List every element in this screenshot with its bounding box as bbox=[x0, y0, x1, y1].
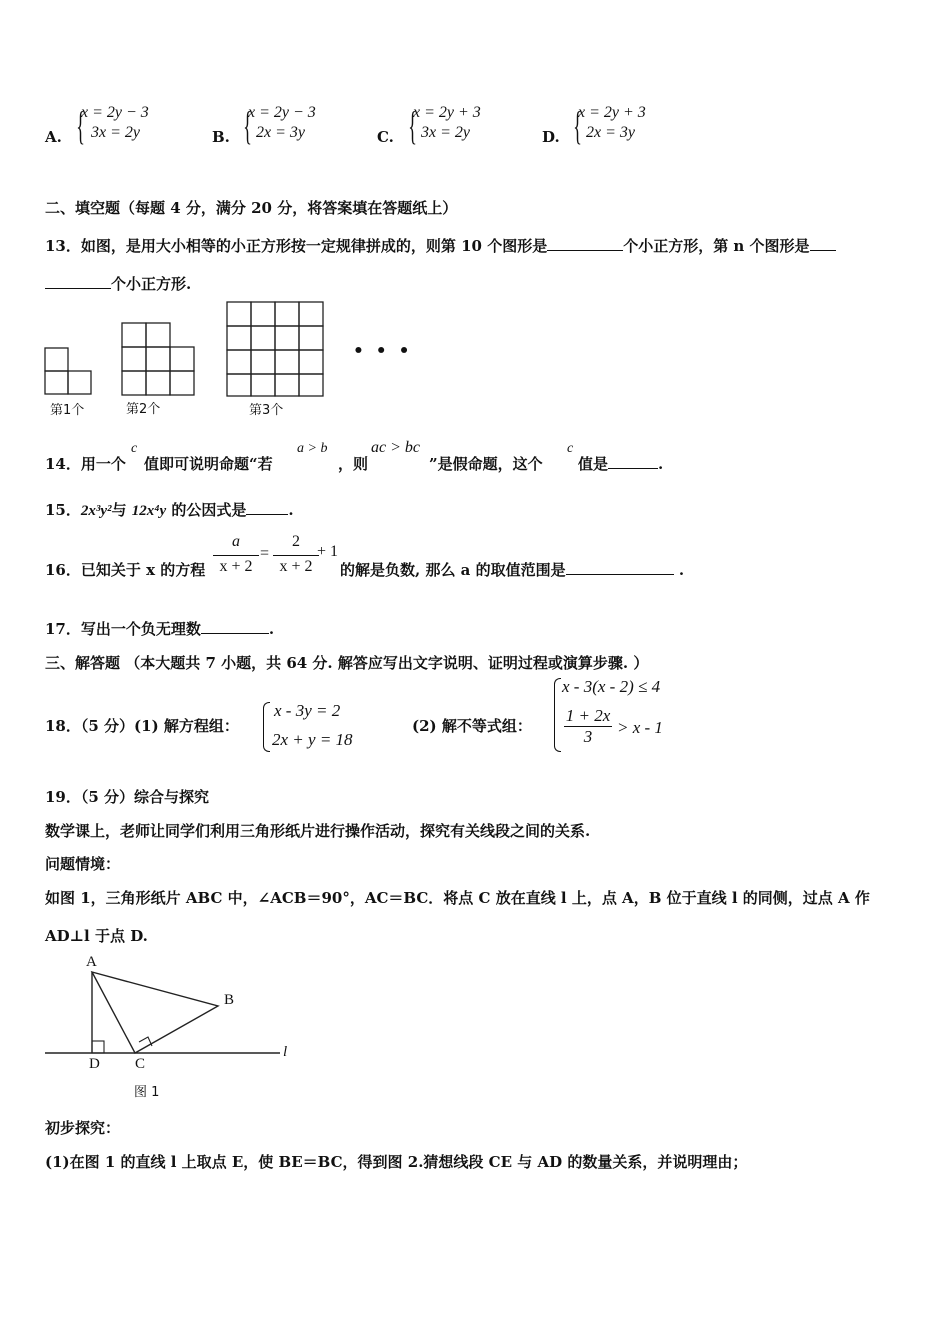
answer-blank bbox=[810, 236, 836, 251]
option-eq2: 2x = 3y bbox=[256, 124, 305, 141]
q14-part5: 值是 bbox=[578, 455, 609, 473]
inequality-2-rhs: > x - 1 bbox=[617, 718, 663, 737]
q13-text3: 个小正方形. bbox=[111, 275, 192, 293]
option-eq2: 2x = 3y bbox=[586, 124, 635, 141]
q19-paragraph-5: 初步探究： bbox=[45, 1119, 121, 1137]
label-D: D bbox=[89, 1056, 100, 1072]
q14-part3: ，则 bbox=[338, 455, 369, 473]
label-l: l bbox=[283, 1044, 288, 1060]
q13-caption-3: 第3个 bbox=[249, 403, 284, 418]
q15-line bbox=[45, 499, 294, 520]
option-eq1: x = 2y − 3 bbox=[248, 104, 316, 121]
q15-expr2: 12x⁴y bbox=[131, 503, 167, 519]
option-letter: D. bbox=[542, 128, 560, 146]
q13-caption-2: 第2个 bbox=[126, 402, 161, 417]
q14-var-c: c bbox=[131, 441, 138, 456]
q13-text2: 个小正方形，第 n 个图形是 bbox=[623, 237, 810, 255]
fraction-denominator: x + 2 bbox=[273, 555, 319, 576]
brace: { bbox=[243, 103, 252, 148]
brace: { bbox=[573, 103, 582, 148]
q16-equation bbox=[213, 533, 341, 583]
inequality-2-fraction bbox=[564, 706, 612, 747]
q17-end: . bbox=[268, 620, 275, 638]
system-brace bbox=[554, 678, 561, 752]
fraction-numerator: 2 bbox=[292, 533, 300, 550]
q18-part2: (2) 解不等式组： bbox=[412, 717, 532, 735]
option-eq1: x = 2y − 3 bbox=[81, 104, 149, 121]
option-letter: A. bbox=[45, 128, 62, 146]
figure-2-grid bbox=[122, 323, 194, 395]
q19-paragraph-3: 如图 1，三角形纸片 ABC 中，∠ACB＝90°，AC＝BC．将点 C 放在直线 l 上，点 A，B 位于直线 l 的同侧，过点 A 作 bbox=[45, 889, 870, 907]
label-A: A bbox=[86, 954, 97, 970]
q14-part2: 值即可说明命题“若 bbox=[144, 455, 273, 473]
plus-one: + 1 bbox=[317, 543, 339, 560]
fraction-numerator: a bbox=[232, 533, 240, 550]
q16-suffix: 的解是负数, 那么 a 的取值范围是 bbox=[340, 561, 566, 579]
right-angle-D bbox=[92, 1041, 104, 1053]
section-3-title: 三、解答题 （本大题共 7 小题，共 64 分. 解答应写出文字说明、证明过程或演算步骤. ） bbox=[45, 654, 649, 672]
q14-condition: a > b bbox=[297, 441, 328, 456]
q19-figure-1 bbox=[40, 950, 310, 1100]
q17-line bbox=[45, 618, 274, 639]
q14-tail bbox=[578, 453, 663, 474]
q14-line bbox=[45, 453, 126, 474]
q16-end: . bbox=[678, 561, 685, 579]
q19-paragraph-6: (1)在图 1 的直线 l 上取点 E，使 BE＝BC，得到图 2.猜想线段 CE 与 AD 的数量关系，并说明理由； bbox=[45, 1153, 748, 1171]
q14-var-c2: c bbox=[567, 441, 574, 456]
q13-line1 bbox=[45, 235, 836, 256]
q19-paragraph-1: 数学课上，老师让同学们利用三角形纸片进行操作活动，探究有关线段之间的关系. bbox=[45, 822, 591, 840]
q18-inequality-system bbox=[551, 676, 691, 754]
option-eq1: x = 2y + 3 bbox=[578, 104, 646, 121]
option-letter: B. bbox=[212, 128, 230, 146]
option-row bbox=[45, 104, 915, 148]
q13-dots: • • • bbox=[353, 341, 413, 361]
q17-text: 17．写出一个负无理数 bbox=[45, 620, 201, 638]
q14-part4: ”是假命题，这个 bbox=[429, 455, 543, 473]
q13-text1: 13．如图，是用大小相等的小正方形按一定规律拼成的，则第 10 个图形是 bbox=[45, 237, 548, 255]
figure-caption: 图 1 bbox=[134, 1085, 160, 1100]
option-eq2: 3x = 2y bbox=[91, 124, 140, 141]
option-eq1: x = 2y + 3 bbox=[413, 104, 481, 121]
q15-end: . bbox=[288, 501, 294, 519]
fraction-2 bbox=[273, 533, 319, 576]
option-c bbox=[377, 104, 537, 148]
figure-3-grid bbox=[227, 302, 323, 396]
brace: { bbox=[408, 103, 417, 148]
label-C: C bbox=[135, 1056, 146, 1072]
q16-prefix: 16．已知关于 x 的方程 bbox=[45, 561, 206, 579]
answer-blank bbox=[547, 236, 623, 251]
q15-expr1: 2x³y² bbox=[80, 503, 112, 519]
equals-sign: = bbox=[260, 545, 270, 562]
q18-system bbox=[260, 700, 390, 756]
figure-1-grid bbox=[45, 348, 91, 394]
fraction-1 bbox=[213, 533, 259, 576]
q19-paragraph-4: AD⊥l 于点 D. bbox=[45, 927, 148, 945]
q15-prefix: 15． bbox=[45, 501, 81, 519]
option-d bbox=[542, 104, 702, 148]
option-b bbox=[212, 104, 372, 148]
q15-mid: 与 bbox=[111, 501, 127, 519]
q19-paragraph-2: 问题情境： bbox=[45, 855, 121, 873]
fraction-denominator: 3 bbox=[564, 726, 612, 747]
brace: { bbox=[76, 103, 85, 148]
q14-conclusion: ac > bc bbox=[371, 439, 420, 456]
system-brace bbox=[263, 702, 270, 752]
answer-blank bbox=[608, 454, 658, 469]
q16-tail bbox=[340, 559, 684, 580]
section-2-title: 二、填空题（每题 4 分，满分 20 分，将答案填在答题纸上） bbox=[45, 199, 458, 217]
answer-blank bbox=[201, 619, 269, 634]
triangle-ABC bbox=[92, 972, 218, 1053]
option-a bbox=[45, 104, 205, 148]
q18-prefix: 18．（5 分）(1) 解方程组： bbox=[45, 717, 239, 735]
answer-blank bbox=[246, 500, 288, 515]
option-eq2: 3x = 2y bbox=[421, 124, 470, 141]
inequality-1: x - 3(x - 2) ≤ 4 bbox=[562, 677, 661, 696]
system-eq1: x - 3y = 2 bbox=[274, 701, 341, 720]
q19-title: 19．（5 分）综合与探究 bbox=[45, 788, 210, 806]
fraction-numerator: 1 + 2x bbox=[565, 706, 611, 725]
answer-blank bbox=[45, 274, 111, 289]
fraction-denominator: x + 2 bbox=[213, 555, 259, 576]
q14-part1: 14．用一个 bbox=[45, 455, 126, 473]
q13-caption-1: 第1个 bbox=[50, 403, 85, 418]
label-B: B bbox=[224, 992, 235, 1008]
system-eq2: 2x + y = 18 bbox=[272, 730, 353, 749]
option-letter: C. bbox=[377, 128, 394, 146]
answer-blank bbox=[566, 560, 674, 575]
q14-end: . bbox=[658, 455, 664, 473]
q15-suffix: 的公因式是 bbox=[171, 501, 247, 519]
q13-line2 bbox=[45, 273, 191, 294]
